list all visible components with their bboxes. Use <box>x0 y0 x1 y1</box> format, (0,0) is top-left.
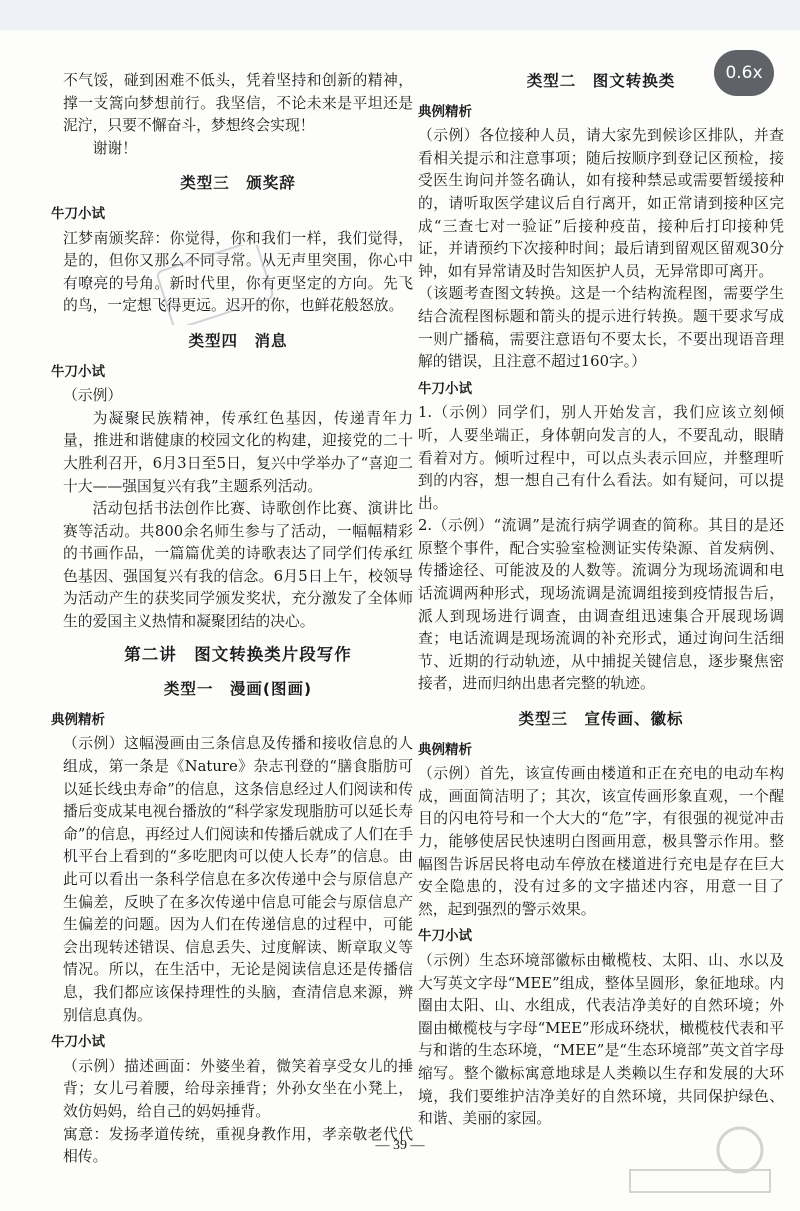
left-column <box>51 70 413 1169</box>
cartoon-meaning-text: 寓意：发扬孝道传统，重视身教作用，孝亲敬老代代相传。 <box>63 1125 413 1166</box>
award-speech-text: 江梦南颁奖辞：你觉得，你和我们一样，我们觉得，是的，但你又那么不同寻常。从无声里突围，你心中有嘹亮的号角。新时代里，你有更坚定的方向。先飞的鸟，一定想飞得更远。迟开的你，也鲜花般怒放。 <box>63 229 413 315</box>
viewer-top-bar <box>0 0 800 30</box>
right-column <box>418 70 784 1131</box>
cartoon-practice-text: （示例）描述画面：外婆坐着，微笑着享受女儿的捶背；女儿弓着腰，给母亲捶背；外孙女坐在小凳上，效仿妈妈，给自己的妈妈捶背。 <box>63 1057 413 1120</box>
item-text: （示例）“流调”是流行病学调查的简称。其目的是还原整个事件，配合实验室检测证实传染源、首发病例、传播途径、可能波及的人数等。流调分为现场流调和电话流调两种形式，现场流调是流调组接到疫情报告后，派人到现场进行调查，由调查组迅速集合开展现场调查；电话流调是现场流调的补充形式，通过询问生活细节、近期的行动轨迹，从中捕捉关键信息，逐步聚焦密接者，进而归纳出患者完整的轨迹。 <box>418 517 784 693</box>
subsection-label-practice: 牛刀小试 <box>51 363 105 380</box>
poster-analysis-text: （示例）首先，该宣传画由楼道和正在充电的电动车构成，画面简洁明了；其次，该宣传画形象直观，一个醒目的闪电符号和一个大大的“危”字，有很强的视觉冲击力，能够使居民快速明白图画用意，极具警示作用。整幅图告诉居民将电动车停放在楼道进行充电是存在巨大安全隐患的，没有过多的文字描述内容，用意一目了然，起到强烈的警示效果。 <box>418 765 784 918</box>
section-heading-image-text: 类型二 图文转换类 <box>526 72 676 90</box>
practice-item-1 <box>418 402 784 515</box>
item-text: （示例）同学们，别人开始发言，我们应该立刻倾听，人要坐端正，身体朝向发言的人，不要乱动，眼睛看着对方。倾听过程中，可以点头表示回应，并整理听到的内容，想一想自己有什么看法。如有疑问，可以提出。 <box>418 404 784 512</box>
cartoon-analysis-text: （示例）这幅漫画由三条信息及传播和接收信息的人组成，第一条是《Nature》杂志刊登的“膳食脂肪可以延长线虫寿命”的信息，这条信息经过人们阅读和传播后变成某电视台播放的“科学家发现脂肪可以延长寿命”的信息，再经过人们阅读和传播后就成了人们在手机平台上看到的“多吃肥肉可以使人长寿”的信息。由此可以看出一条科学信息在多次传递中会与原信息产生偏差，反映了在多次传递中信息可能会与原信息产生偏差的问题。因为人们在传递信息的过程中，可能会出现转述错误、信息丢失、过度解读、断章取义等情况。所以，在生活中，无论是阅读信息还是传播信息，我们都应该保持理性的头脑，查清信息来源，辨别信息真伪。 <box>63 735 413 1024</box>
section-heading-news: 类型四 消息 <box>188 331 288 350</box>
news-paragraph-1: 为凝聚民族精神，传承红色基因，传递青年力量，推进和谐健康的校园文化的构建，迎接党的二十大胜利召开，6月3日至5日，复兴中学举办了“喜迎二十大——强国复兴有我”主题系列活动。 <box>63 409 413 495</box>
practice-item-2 <box>418 515 784 696</box>
news-example-tag: （示例） <box>63 387 123 405</box>
playback-speed-button[interactable]: 0.6x <box>714 50 774 96</box>
item-number: 2. <box>418 517 433 535</box>
broadcast-example-text: （示例）各位接种人员，请大家先到候诊区排队，并查看相关提示和注意事项；随后按顺序到登记区预检，接受医生询问并签名确认，如有接种禁忌或需要暂缓接种的，请听取医学建议后自行离开，如正常请到接种区完成“三查七对一验证”后接种疫苗，接种后打印接种凭证，并请预约下次接种时间；最后请到留观区留观30分钟，如有异常请及时告知医护人员，无异常即可离开。 <box>418 127 784 280</box>
broadcast-note-text: （该题考查图文转换。这是一个结构流程图，需要学生结合流程图标题和箭头的提示进行转换。题干要求写成一则广播稿，需要注意语句不要太长，不要出现语音理解的错误，且注意不超过160字。） <box>418 285 784 371</box>
subsection-label-analysis: 典例精析 <box>418 741 472 758</box>
lecture-heading: 第二讲 图文转换类片段写作 <box>124 644 352 664</box>
watermark-logo-icon <box>620 1120 780 1200</box>
subsection-label-practice: 牛刀小试 <box>51 1034 105 1051</box>
subsection-label-analysis: 典例精析 <box>418 103 472 120</box>
section-heading-poster-logo: 类型三 宣传画、徽标 <box>518 710 684 729</box>
page-number: — 39 — <box>375 1138 425 1153</box>
section-heading-award-speech: 类型三 颁奖辞 <box>180 174 296 193</box>
subsection-label-practice: 牛刀小试 <box>418 380 472 397</box>
subsection-label-practice: 牛刀小试 <box>51 205 105 222</box>
closing-paragraph: 不气馁，碰到困难不低头，凭着坚持和创新的精神，撑一支篙向梦想前行。我坚信，不论未来是平坦还是泥泞，只要不懈奋斗，梦想终会实现！ <box>63 72 413 135</box>
section-heading-cartoon: 类型一 漫画(图画) <box>163 680 313 699</box>
news-paragraph-2: 活动包括书法创作比赛、诗歌创作比赛、演讲比赛等活动。共800余名师生参与了活动，一幅幅精彩的书画作品，一篇篇优美的诗歌表达了同学们传承红色基因、强国复兴有我的信念。6月5日上午，校领导为活动产生的获奖同学颁发奖状，充分激发了全体师生的爱国主义热情和凝聚团结的决心。 <box>63 500 413 631</box>
logo-practice-text: （示例）生态环境部徽标由橄榄枝、太阳、山、水以及大写英文字母“MEE”组成，整体呈圆形，象征地球。内圈由太阳、山、水组成，代表洁净美好的自然环境；外圈由橄榄枝与字母“MEE”形成环绕状，橄榄枝代表和平与和谐的生态环境，“MEE”是“生态环境部”英文首字母缩写。整个徽标寓意地球是人类赖以生存和发展的大环境，我们要维护洁净美好的自然环境，共同保护绿色、和谐、美丽的家园。 <box>418 951 784 1128</box>
thanks-line: 谢谢！ <box>92 139 137 157</box>
item-number: 1. <box>418 404 433 422</box>
subsection-label-analysis: 典例精析 <box>51 711 105 728</box>
subsection-label-practice: 牛刀小试 <box>418 928 472 945</box>
stamp-mark-icon <box>155 245 275 325</box>
